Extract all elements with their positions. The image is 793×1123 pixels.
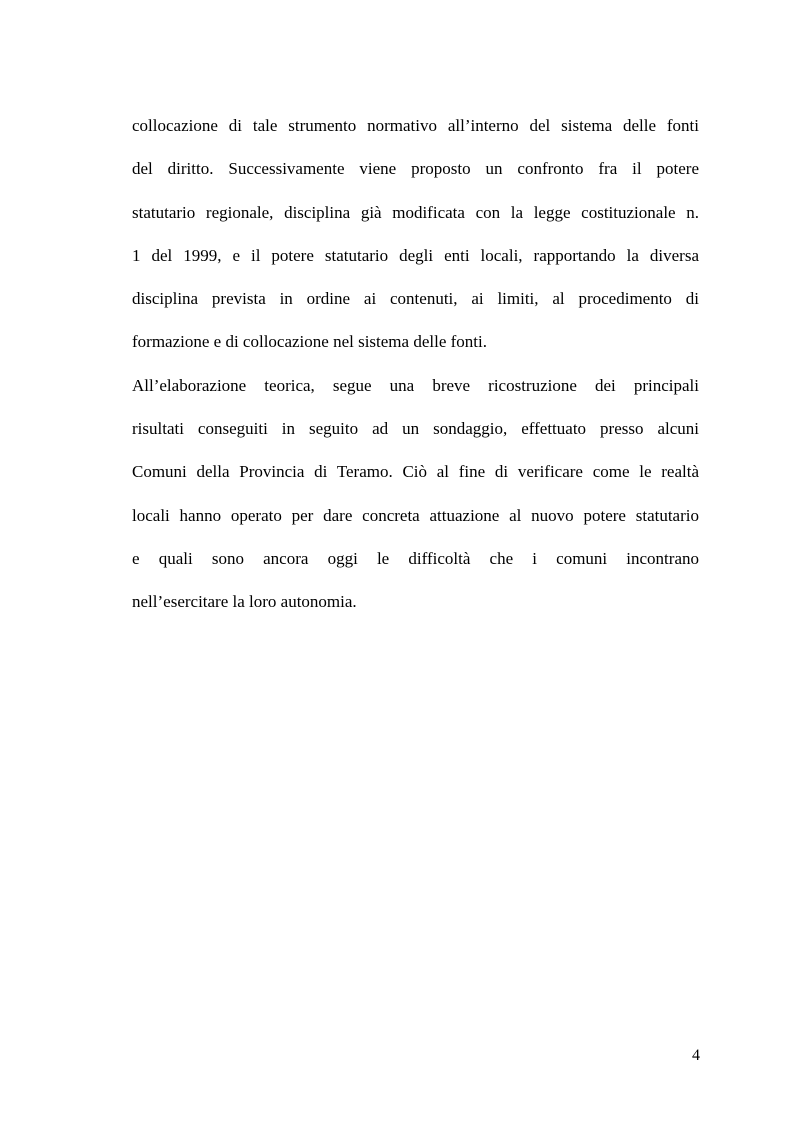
text-line: Comuni della Provincia di Teramo. Ciò al fine di verificare come le realtà: [132, 462, 699, 482]
text-line: formazione e di collocazione nel sistema delle fonti.: [132, 332, 487, 352]
text-line: statutario regionale, disciplina già modificata con la legge costituzionale n.: [132, 202, 699, 222]
paragraph-1: [132, 104, 699, 364]
text-line: disciplina prevista in ordine ai contenuti, ai limiti, al procedimento di: [132, 289, 699, 309]
text-line: e quali sono ancora oggi le difficoltà che i comuni incontrano: [132, 548, 699, 568]
text-line: nell’esercitare la loro autonomia.: [132, 592, 357, 612]
page-number: 4: [692, 1047, 700, 1064]
text-line: locali hanno operato per dare concreta attuazione al nuovo potere statutario: [132, 505, 699, 525]
text-line: collocazione di tale strumento normativo all’interno del sistema delle fonti: [132, 116, 699, 135]
text-line: risultati conseguiti in seguito ad un sondaggio, effettuato presso alcuni: [132, 419, 699, 439]
text-line: All’elaborazione teorica, segue una breve ricostruzione dei principali: [132, 375, 699, 395]
text-line: 1 del 1999, e il potere statutario degli enti locali, rapportando la diversa: [132, 245, 699, 265]
body-text: [132, 104, 699, 624]
paragraph-2: [132, 364, 699, 624]
text-line: del diritto. Successivamente viene proposto un confronto fra il potere: [132, 159, 699, 179]
